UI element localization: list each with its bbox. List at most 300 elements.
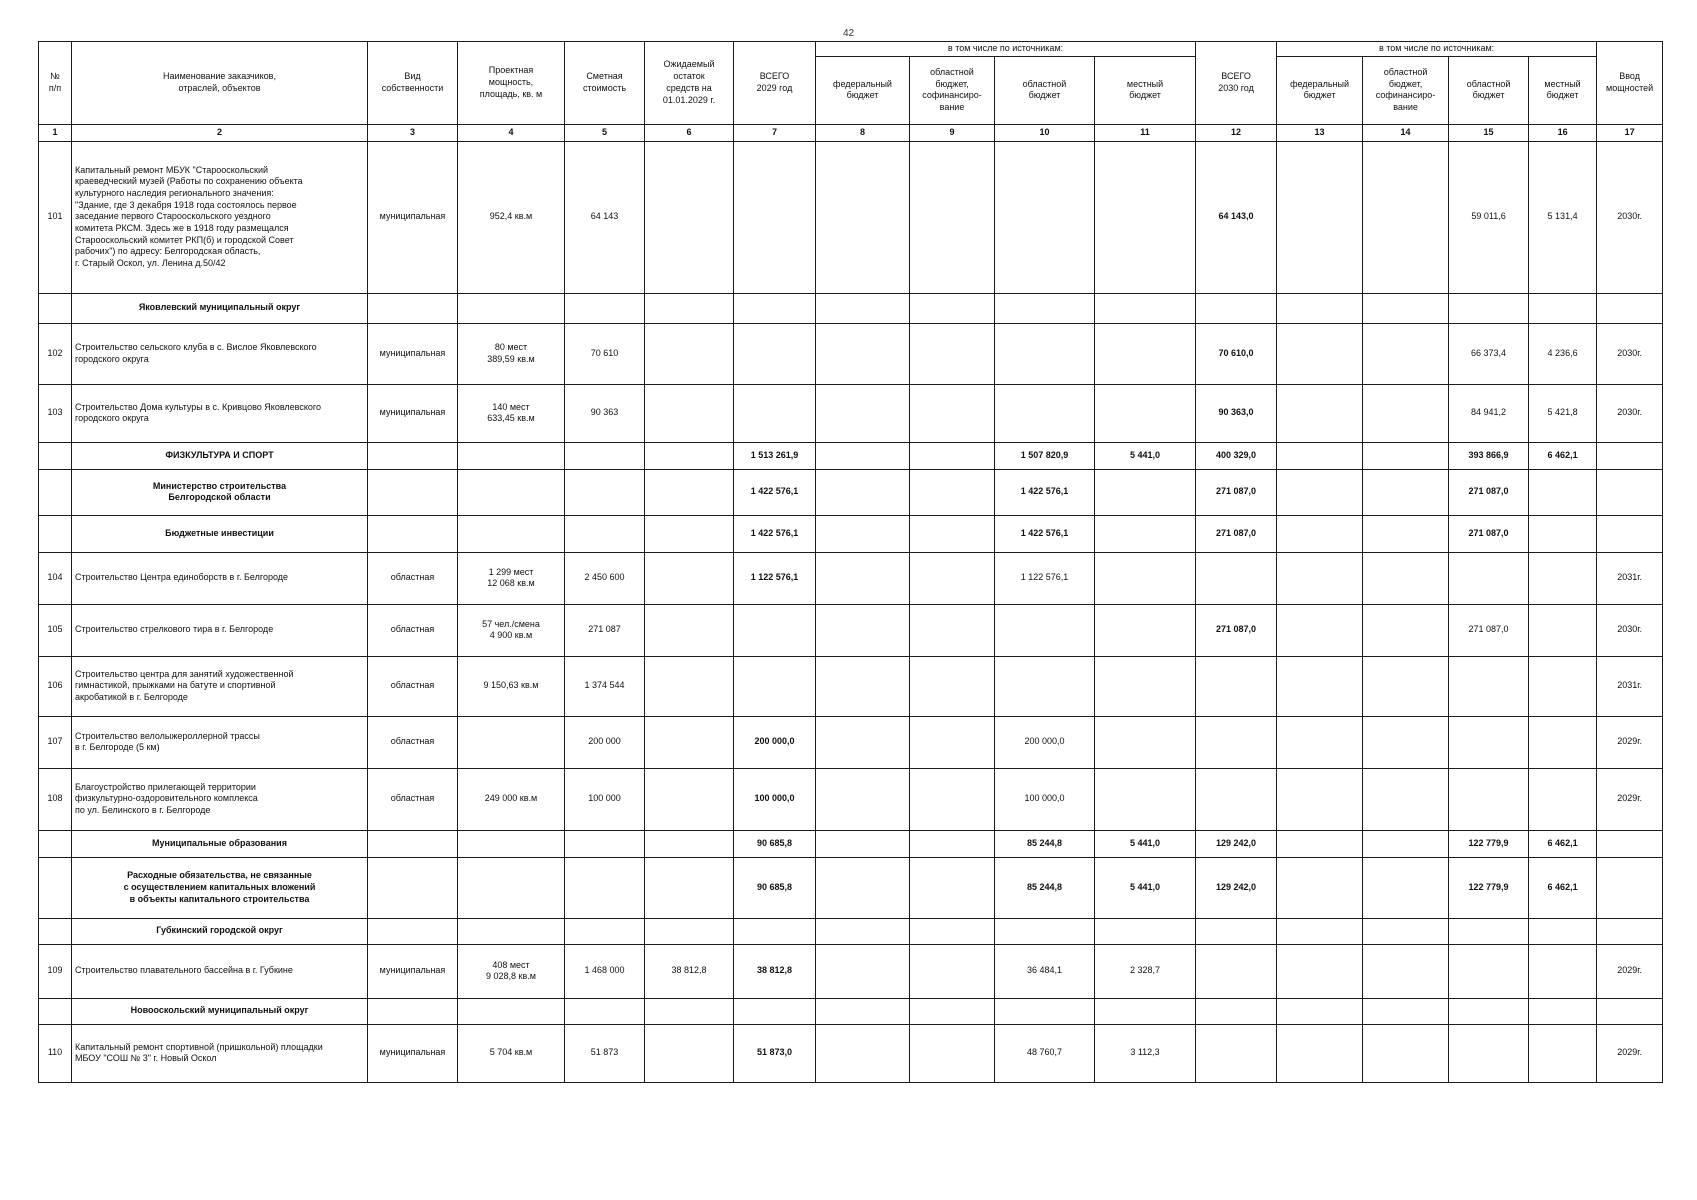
local-2030-cell: [1529, 469, 1597, 515]
regional-cofin-2029-cell: [910, 604, 995, 656]
object-name-cell: Строительство плавательного бассейна в г. Губкине: [72, 944, 368, 998]
commission-cell: [1597, 857, 1663, 918]
header-sources-2029: в том числе по источникам:: [816, 42, 1196, 57]
regional-2029-cell: 85 244,8: [995, 830, 1095, 857]
regional-2030-cell: [1449, 768, 1529, 830]
regional-cofin-2029-cell: [910, 998, 995, 1024]
regional-cofin-2030-cell: [1363, 857, 1449, 918]
federal-2029-cell: [816, 857, 910, 918]
federal-2030-cell: [1277, 323, 1363, 384]
total-2029-cell: 1 122 576,1: [734, 552, 816, 604]
regional-cofin-2029-cell: [910, 515, 995, 552]
section-title-cell: Расходные обязательства, не связанные с осуществлением капитальных вложений в объекты капитального строительства: [72, 857, 368, 918]
remainder-cell: [645, 998, 734, 1024]
remainder-cell: 38 812,8: [645, 944, 734, 998]
ownership-cell: [368, 998, 458, 1024]
commission-cell: [1597, 515, 1663, 552]
row-number-cell: 110: [39, 1024, 72, 1082]
remainder-cell: [645, 384, 734, 442]
federal-2029-cell: [816, 552, 910, 604]
ownership-cell: областная: [368, 656, 458, 716]
total-2030-cell: 90 363,0: [1196, 384, 1277, 442]
total-2029-cell: [734, 604, 816, 656]
commission-cell: [1597, 442, 1663, 469]
federal-2029-cell: [816, 656, 910, 716]
estimate-cell: [565, 442, 645, 469]
regional-2029-cell: 100 000,0: [995, 768, 1095, 830]
ownership-cell: [368, 515, 458, 552]
remainder-cell: [645, 469, 734, 515]
local-2029-cell: [1095, 552, 1196, 604]
table-row: [39, 1024, 1663, 1082]
regional-2030-cell: [1449, 656, 1529, 716]
column-number: 2: [72, 124, 368, 141]
commission-cell: 2029г.: [1597, 944, 1663, 998]
regional-cofin-2029-cell: [910, 716, 995, 768]
header-federal-2029: федеральный бюджет: [816, 56, 910, 124]
regional-cofin-2030-cell: [1363, 656, 1449, 716]
regional-2029-cell: 1 507 820,9: [995, 442, 1095, 469]
local-2030-cell: [1529, 656, 1597, 716]
regional-cofin-2030-cell: [1363, 998, 1449, 1024]
row-number-cell: 103: [39, 384, 72, 442]
local-2030-cell: [1529, 918, 1597, 944]
remainder-cell: [645, 552, 734, 604]
local-2029-cell: [1095, 384, 1196, 442]
local-2030-cell: 6 462,1: [1529, 442, 1597, 469]
local-2030-cell: 5 131,4: [1529, 141, 1597, 293]
total-2029-cell: 1 422 576,1: [734, 469, 816, 515]
ownership-cell: [368, 857, 458, 918]
page-number: 42: [842, 28, 855, 39]
remainder-cell: [645, 830, 734, 857]
ownership-cell: [368, 918, 458, 944]
regional-cofin-2029-cell: [910, 141, 995, 293]
regional-2029-cell: [995, 998, 1095, 1024]
local-2029-cell: 3 112,3: [1095, 1024, 1196, 1082]
investment-table: [38, 41, 1663, 1083]
total-2030-cell: 271 087,0: [1196, 515, 1277, 552]
row-number-cell: 109: [39, 944, 72, 998]
regional-2030-cell: [1449, 293, 1529, 323]
estimate-cell: 1 374 544: [565, 656, 645, 716]
capacity-cell: [458, 293, 565, 323]
capacity-cell: 408 мест 9 028,8 кв.м: [458, 944, 565, 998]
estimate-cell: [565, 998, 645, 1024]
federal-2029-cell: [816, 469, 910, 515]
header-regional-cofin-2029: областной бюджет, софинансиро- вание: [910, 56, 995, 124]
header-sources-2030: в том числе по источникам:: [1277, 42, 1597, 57]
row-number-cell: 101: [39, 141, 72, 293]
total-2030-cell: 271 087,0: [1196, 469, 1277, 515]
ownership-cell: [368, 469, 458, 515]
header-regional-2029: областной бюджет: [995, 56, 1095, 124]
section-row: [39, 515, 1663, 552]
capacity-cell: [458, 998, 565, 1024]
capacity-cell: [458, 469, 565, 515]
table-row: [39, 716, 1663, 768]
federal-2029-cell: [816, 830, 910, 857]
regional-2030-cell: [1449, 998, 1529, 1024]
table-body: [39, 141, 1663, 1082]
local-2029-cell: 5 441,0: [1095, 830, 1196, 857]
total-2030-cell: 271 087,0: [1196, 604, 1277, 656]
regional-2029-cell: [995, 141, 1095, 293]
object-name-cell: Строительство центра для занятий художественной гимнастикой, прыжками на батуте и спортивной акробатикой в г. Белгороде: [72, 656, 368, 716]
regional-cofin-2030-cell: [1363, 1024, 1449, 1082]
regional-cofin-2030-cell: [1363, 384, 1449, 442]
local-2030-cell: [1529, 944, 1597, 998]
regional-2029-cell: 200 000,0: [995, 716, 1095, 768]
header-commission: Ввод мощностей: [1597, 42, 1663, 125]
ownership-cell: [368, 442, 458, 469]
capacity-cell: 1 299 мест 12 068 кв.м: [458, 552, 565, 604]
estimate-cell: 200 000: [565, 716, 645, 768]
section-title-cell: Новооскольский муниципальный округ: [72, 998, 368, 1024]
column-number: 8: [816, 124, 910, 141]
column-number: 4: [458, 124, 565, 141]
total-2029-cell: [734, 323, 816, 384]
local-2030-cell: 6 462,1: [1529, 830, 1597, 857]
commission-cell: 2029г.: [1597, 1024, 1663, 1082]
commission-cell: 2030г.: [1597, 384, 1663, 442]
commission-cell: [1597, 830, 1663, 857]
local-2029-cell: [1095, 323, 1196, 384]
ownership-cell: областная: [368, 716, 458, 768]
capacity-cell: [458, 857, 565, 918]
regional-cofin-2030-cell: [1363, 442, 1449, 469]
row-number-cell: [39, 830, 72, 857]
column-number: 10: [995, 124, 1095, 141]
remainder-cell: [645, 604, 734, 656]
object-name-cell: Капитальный ремонт МБУК "Старооскольский краеведческий музей (Работы по сохранению объекта культурного наследия регионального значения: "Здание, где 3 декабря 1918 года состоялось первое заседание первого Старооскольского уездного комитета РКСМ. Здесь же в 1918 году размещался Старооскольский комитет РКП(б) и городской Совет рабочих") по адресу: Белгородская область, г. Старый Оскол, ул. Ленина д.50/42: [72, 141, 368, 293]
ownership-cell: муниципальная: [368, 1024, 458, 1082]
federal-2030-cell: [1277, 918, 1363, 944]
column-number-row: [39, 124, 1663, 141]
row-number-cell: [39, 918, 72, 944]
local-2029-cell: [1095, 469, 1196, 515]
header-local-2030: местный бюджет: [1529, 56, 1597, 124]
total-2029-cell: 1 513 261,9: [734, 442, 816, 469]
federal-2029-cell: [816, 604, 910, 656]
federal-2029-cell: [816, 1024, 910, 1082]
row-number-cell: [39, 857, 72, 918]
object-name-cell: Благоустройство прилегающей территории физкультурно-оздоровительного комплекса по ул. Белинского в г. Белгороде: [72, 768, 368, 830]
estimate-cell: [565, 515, 645, 552]
local-2029-cell: [1095, 998, 1196, 1024]
regional-2029-cell: 1 422 576,1: [995, 469, 1095, 515]
header-ownership: Вид собственности: [368, 42, 458, 125]
table-row: [39, 944, 1663, 998]
total-2030-cell: [1196, 1024, 1277, 1082]
capacity-cell: 80 мест 389,59 кв.м: [458, 323, 565, 384]
total-2029-cell: 90 685,8: [734, 857, 816, 918]
header-federal-2030: федеральный бюджет: [1277, 56, 1363, 124]
regional-cofin-2029-cell: [910, 323, 995, 384]
local-2030-cell: [1529, 1024, 1597, 1082]
regional-cofin-2030-cell: [1363, 944, 1449, 998]
regional-cofin-2030-cell: [1363, 604, 1449, 656]
column-number: 6: [645, 124, 734, 141]
total-2029-cell: [734, 656, 816, 716]
local-2030-cell: [1529, 998, 1597, 1024]
local-2030-cell: [1529, 768, 1597, 830]
row-number-cell: [39, 293, 72, 323]
commission-cell: 2030г.: [1597, 604, 1663, 656]
total-2029-cell: 38 812,8: [734, 944, 816, 998]
estimate-cell: 1 468 000: [565, 944, 645, 998]
federal-2030-cell: [1277, 552, 1363, 604]
section-title-cell: Министерство строительства Белгородской области: [72, 469, 368, 515]
federal-2029-cell: [816, 918, 910, 944]
regional-2030-cell: 122 779,9: [1449, 830, 1529, 857]
local-2029-cell: 5 441,0: [1095, 857, 1196, 918]
estimate-cell: 90 363: [565, 384, 645, 442]
regional-cofin-2030-cell: [1363, 552, 1449, 604]
commission-cell: [1597, 918, 1663, 944]
federal-2030-cell: [1277, 857, 1363, 918]
investment-table-sheet: [38, 41, 1662, 1083]
object-name-cell: Строительство сельского клуба в с. Вислое Яковлевского городского округа: [72, 323, 368, 384]
federal-2029-cell: [816, 293, 910, 323]
header-regional-2030: областной бюджет: [1449, 56, 1529, 124]
total-2030-cell: [1196, 552, 1277, 604]
object-name-cell: Строительство Центра единоборств в г. Белгороде: [72, 552, 368, 604]
column-number: 1: [39, 124, 72, 141]
total-2030-cell: 70 610,0: [1196, 323, 1277, 384]
federal-2030-cell: [1277, 656, 1363, 716]
header-total-2030: ВСЕГО 2030 год: [1196, 42, 1277, 125]
total-2029-cell: 51 873,0: [734, 1024, 816, 1082]
column-number: 17: [1597, 124, 1663, 141]
regional-cofin-2029-cell: [910, 944, 995, 998]
remainder-cell: [645, 515, 734, 552]
regional-2030-cell: 59 011,6: [1449, 141, 1529, 293]
row-number-cell: [39, 469, 72, 515]
regional-2030-cell: 271 087,0: [1449, 604, 1529, 656]
estimate-cell: [565, 293, 645, 323]
federal-2029-cell: [816, 944, 910, 998]
regional-2030-cell: 271 087,0: [1449, 515, 1529, 552]
total-2029-cell: [734, 998, 816, 1024]
remainder-cell: [645, 768, 734, 830]
total-2029-cell: [734, 918, 816, 944]
federal-2029-cell: [816, 141, 910, 293]
section-row: [39, 469, 1663, 515]
column-number: 15: [1449, 124, 1529, 141]
table-row: [39, 141, 1663, 293]
local-2029-cell: [1095, 918, 1196, 944]
federal-2030-cell: [1277, 830, 1363, 857]
commission-cell: 2030г.: [1597, 323, 1663, 384]
regional-2029-cell: 1 122 576,1: [995, 552, 1095, 604]
regional-cofin-2029-cell: [910, 656, 995, 716]
regional-cofin-2029-cell: [910, 552, 995, 604]
object-name-cell: Строительство стрелкового тира в г. Белгороде: [72, 604, 368, 656]
federal-2029-cell: [816, 716, 910, 768]
capacity-cell: 952,4 кв.м: [458, 141, 565, 293]
column-number: 3: [368, 124, 458, 141]
federal-2029-cell: [816, 442, 910, 469]
regional-2029-cell: [995, 384, 1095, 442]
federal-2030-cell: [1277, 716, 1363, 768]
header-local-2029: местный бюджет: [1095, 56, 1196, 124]
capacity-cell: [458, 442, 565, 469]
local-2030-cell: [1529, 515, 1597, 552]
local-2029-cell: [1095, 716, 1196, 768]
regional-2029-cell: [995, 604, 1095, 656]
header-total-2029: ВСЕГО 2029 год: [734, 42, 816, 125]
regional-cofin-2030-cell: [1363, 918, 1449, 944]
regional-2029-cell: 48 760,7: [995, 1024, 1095, 1082]
capacity-cell: [458, 716, 565, 768]
federal-2029-cell: [816, 323, 910, 384]
federal-2030-cell: [1277, 141, 1363, 293]
estimate-cell: [565, 918, 645, 944]
remainder-cell: [645, 1024, 734, 1082]
column-number: 14: [1363, 124, 1449, 141]
object-name-cell: Капитальный ремонт спортивной (пришкольной) площадки МБОУ "СОШ № 3" г. Новый Оскол: [72, 1024, 368, 1082]
total-2030-cell: [1196, 716, 1277, 768]
row-number-cell: 108: [39, 768, 72, 830]
section-row: [39, 918, 1663, 944]
section-row: [39, 293, 1663, 323]
total-2029-cell: 100 000,0: [734, 768, 816, 830]
regional-cofin-2029-cell: [910, 830, 995, 857]
total-2029-cell: 90 685,8: [734, 830, 816, 857]
federal-2029-cell: [816, 384, 910, 442]
regional-2030-cell: 393 866,9: [1449, 442, 1529, 469]
total-2029-cell: 1 422 576,1: [734, 515, 816, 552]
column-number: 11: [1095, 124, 1196, 141]
header-capacity: Проектная мощность, площадь, кв. м: [458, 42, 565, 125]
section-row: [39, 442, 1663, 469]
capacity-cell: 249 000 кв.м: [458, 768, 565, 830]
estimate-cell: 2 450 600: [565, 552, 645, 604]
ownership-cell: [368, 830, 458, 857]
remainder-cell: [645, 656, 734, 716]
row-number-cell: [39, 515, 72, 552]
ownership-cell: муниципальная: [368, 323, 458, 384]
regional-2030-cell: 271 087,0: [1449, 469, 1529, 515]
row-number-cell: 104: [39, 552, 72, 604]
object-name-cell: Строительство велолыжероллерной трассы в г. Белгороде (5 км): [72, 716, 368, 768]
ownership-cell: муниципальная: [368, 384, 458, 442]
regional-2030-cell: [1449, 1024, 1529, 1082]
column-number: 12: [1196, 124, 1277, 141]
capacity-cell: [458, 830, 565, 857]
header-estimate: Сметная стоимость: [565, 42, 645, 125]
table-row: [39, 768, 1663, 830]
regional-cofin-2029-cell: [910, 469, 995, 515]
section-title-cell: Муниципальные образования: [72, 830, 368, 857]
commission-cell: 2029г.: [1597, 716, 1663, 768]
row-number-cell: 105: [39, 604, 72, 656]
section-title-cell: Бюджетные инвестиции: [72, 515, 368, 552]
regional-cofin-2029-cell: [910, 857, 995, 918]
commission-cell: [1597, 469, 1663, 515]
total-2030-cell: [1196, 768, 1277, 830]
capacity-cell: 140 мест 633,45 кв.м: [458, 384, 565, 442]
total-2029-cell: [734, 293, 816, 323]
total-2030-cell: 64 143,0: [1196, 141, 1277, 293]
estimate-cell: 51 873: [565, 1024, 645, 1082]
table-row: [39, 552, 1663, 604]
federal-2030-cell: [1277, 998, 1363, 1024]
section-row: [39, 830, 1663, 857]
regional-cofin-2029-cell: [910, 768, 995, 830]
total-2029-cell: [734, 141, 816, 293]
table-row: [39, 604, 1663, 656]
regional-cofin-2029-cell: [910, 442, 995, 469]
regional-2029-cell: 1 422 576,1: [995, 515, 1095, 552]
remainder-cell: [645, 716, 734, 768]
regional-cofin-2030-cell: [1363, 716, 1449, 768]
local-2030-cell: 4 236,6: [1529, 323, 1597, 384]
capacity-cell: 5 704 кв.м: [458, 1024, 565, 1082]
federal-2030-cell: [1277, 384, 1363, 442]
regional-2030-cell: [1449, 716, 1529, 768]
table-row: [39, 384, 1663, 442]
commission-cell: 2030г.: [1597, 141, 1663, 293]
regional-cofin-2030-cell: [1363, 469, 1449, 515]
total-2030-cell: 400 329,0: [1196, 442, 1277, 469]
ownership-cell: областная: [368, 768, 458, 830]
remainder-cell: [645, 442, 734, 469]
regional-2029-cell: 85 244,8: [995, 857, 1095, 918]
ownership-cell: областная: [368, 604, 458, 656]
regional-cofin-2030-cell: [1363, 293, 1449, 323]
total-2030-cell: [1196, 656, 1277, 716]
column-number: 13: [1277, 124, 1363, 141]
section-title-cell: Яковлевский муниципальный округ: [72, 293, 368, 323]
section-title-cell: Губкинский городской округ: [72, 918, 368, 944]
regional-cofin-2030-cell: [1363, 515, 1449, 552]
federal-2030-cell: [1277, 1024, 1363, 1082]
row-number-cell: 102: [39, 323, 72, 384]
total-2030-cell: 129 242,0: [1196, 830, 1277, 857]
object-name-cell: Строительство Дома культуры в с. Кривцово Яковлевского городского округа: [72, 384, 368, 442]
regional-2029-cell: [995, 918, 1095, 944]
total-2030-cell: 129 242,0: [1196, 857, 1277, 918]
regional-2030-cell: [1449, 944, 1529, 998]
total-2030-cell: [1196, 944, 1277, 998]
regional-2030-cell: [1449, 918, 1529, 944]
regional-cofin-2030-cell: [1363, 141, 1449, 293]
federal-2029-cell: [816, 768, 910, 830]
local-2030-cell: [1529, 293, 1597, 323]
regional-cofin-2030-cell: [1363, 323, 1449, 384]
capacity-cell: [458, 515, 565, 552]
local-2030-cell: [1529, 604, 1597, 656]
row-number-cell: [39, 998, 72, 1024]
regional-2029-cell: 36 484,1: [995, 944, 1095, 998]
local-2029-cell: 5 441,0: [1095, 442, 1196, 469]
estimate-cell: 100 000: [565, 768, 645, 830]
row-number-cell: 107: [39, 716, 72, 768]
local-2030-cell: [1529, 716, 1597, 768]
local-2030-cell: 6 462,1: [1529, 857, 1597, 918]
total-2029-cell: 200 000,0: [734, 716, 816, 768]
estimate-cell: [565, 830, 645, 857]
table-row: [39, 323, 1663, 384]
ownership-cell: [368, 293, 458, 323]
regional-cofin-2029-cell: [910, 293, 995, 323]
capacity-cell: [458, 918, 565, 944]
ownership-cell: областная: [368, 552, 458, 604]
regional-2029-cell: [995, 293, 1095, 323]
estimate-cell: [565, 857, 645, 918]
